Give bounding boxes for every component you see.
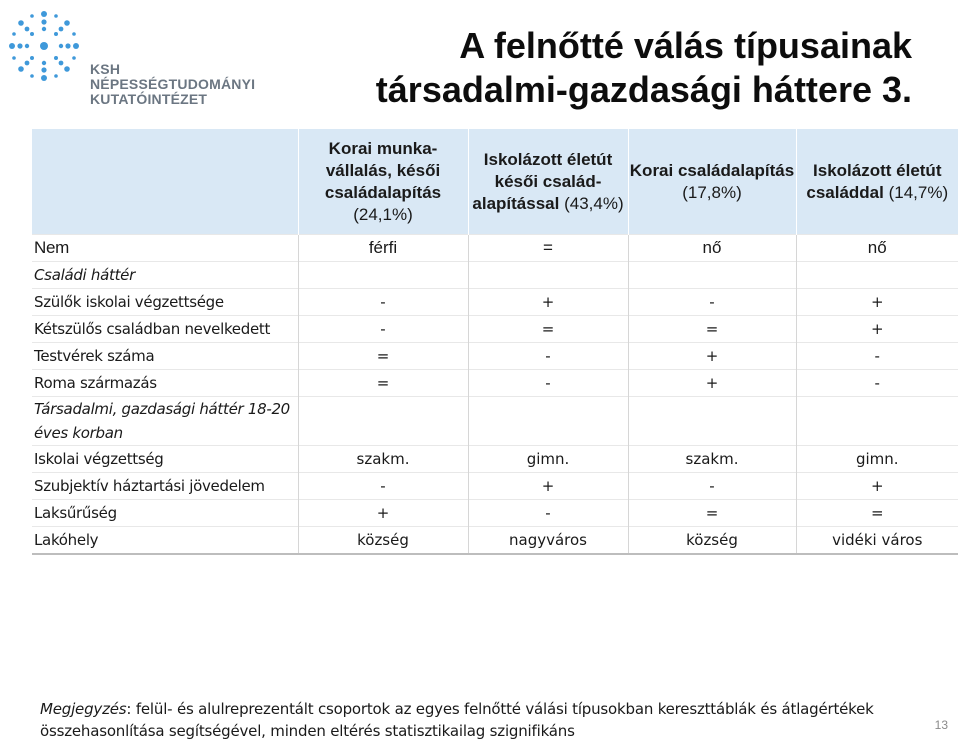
table-row: [32, 343, 958, 370]
table-cell: +: [298, 500, 468, 527]
table-cell: község: [298, 527, 468, 555]
row-label: Laksűrűség: [32, 500, 298, 527]
column-header: Korai munka-vállalás, késői családalapítás (24,1%): [298, 129, 468, 235]
row-label: Szubjektív háztartási jövedelem: [32, 473, 298, 500]
column-header: Iskolázott életút késői család-alapítással (43,4%): [468, 129, 628, 235]
table-cell: -: [298, 289, 468, 316]
table-cell: -: [796, 370, 958, 397]
table-row: [32, 370, 958, 397]
row-label: Nem: [32, 235, 298, 262]
table-cell: szakm.: [298, 446, 468, 473]
row-label: Testvérek száma: [32, 343, 298, 370]
table-cell: [796, 262, 958, 289]
table-cell: férfi: [298, 235, 468, 262]
table-row: [32, 473, 958, 500]
table-cell: gimn.: [468, 446, 628, 473]
table-cell: =: [298, 370, 468, 397]
table-cell: [628, 262, 796, 289]
footnote: [40, 698, 920, 742]
table-row: [32, 262, 958, 289]
table-row: [32, 527, 958, 555]
table-cell: =: [298, 343, 468, 370]
table-cell: +: [796, 316, 958, 343]
slide-title: A felnőtté válás típusainak társadalmi-gazdasági háttere 3.: [375, 25, 912, 110]
table-cell: +: [628, 370, 796, 397]
table-cell: [796, 397, 958, 446]
table-cell: [628, 397, 796, 446]
table-cell: szakm.: [628, 446, 796, 473]
section-label: Társadalmi, gazdasági háttér 18-20 éves korban: [32, 397, 298, 446]
table-cell: =: [796, 500, 958, 527]
table-header-row: [32, 129, 958, 235]
table-cell: =: [468, 235, 628, 262]
table-cell: +: [796, 473, 958, 500]
row-label: Lakóhely: [32, 527, 298, 555]
institute-logo: [4, 6, 256, 107]
row-label: Kétszülős családban nevelkedett: [32, 316, 298, 343]
snowflake-people-icon: [4, 6, 94, 102]
comparison-table: [32, 129, 958, 555]
row-label: Iskolai végzettség: [32, 446, 298, 473]
table-cell: +: [468, 289, 628, 316]
row-label: Szülők iskolai végzettsége: [32, 289, 298, 316]
table-cell: -: [796, 343, 958, 370]
table-cell: vidéki város: [796, 527, 958, 555]
column-header: Korai családalapítás (17,8%): [628, 129, 796, 235]
table-cell: +: [468, 473, 628, 500]
table-cell: +: [628, 343, 796, 370]
table-cell: nagyváros: [468, 527, 628, 555]
table-row: [32, 316, 958, 343]
column-header: Iskolázott életút családdal (14,7%): [796, 129, 958, 235]
logo-line-1: KSH NÉPESSÉGTUDOMÁNYI: [90, 61, 256, 92]
table-cell: [298, 397, 468, 446]
table-cell: -: [468, 343, 628, 370]
table-row: [32, 500, 958, 527]
table-cell: [298, 262, 468, 289]
table-row: [32, 446, 958, 473]
table-cell: nő: [628, 235, 796, 262]
table-cell: =: [628, 500, 796, 527]
table-cell: -: [298, 316, 468, 343]
table-cell: -: [468, 500, 628, 527]
table-row: [32, 235, 958, 262]
page-number: 13: [934, 718, 948, 732]
table-cell: [468, 397, 628, 446]
table-cell: -: [628, 289, 796, 316]
table-cell: gimn.: [796, 446, 958, 473]
section-label: Családi háttér: [32, 262, 298, 289]
table-cell: -: [298, 473, 468, 500]
table-cell: -: [468, 370, 628, 397]
header-corner: [32, 129, 298, 235]
row-label: Roma származás: [32, 370, 298, 397]
table-cell: nő: [796, 235, 958, 262]
table-row: [32, 289, 958, 316]
logo-line-2: KUTATÓINTÉZET: [90, 91, 208, 107]
table-cell: -: [628, 473, 796, 500]
table-cell: +: [796, 289, 958, 316]
table-cell: [468, 262, 628, 289]
footnote-text: : felül- és alulreprezentált csoportok az egyes felnőtté válási típusokban kereszttáblák és átlagértékek összehasonlítása segítségével, minden eltérés statisztikailag szignifikáns: [40, 700, 874, 740]
table-cell: =: [628, 316, 796, 343]
table-row: [32, 397, 958, 446]
footnote-label: Megjegyzés: [40, 700, 127, 718]
table-cell: község: [628, 527, 796, 555]
table-cell: =: [468, 316, 628, 343]
